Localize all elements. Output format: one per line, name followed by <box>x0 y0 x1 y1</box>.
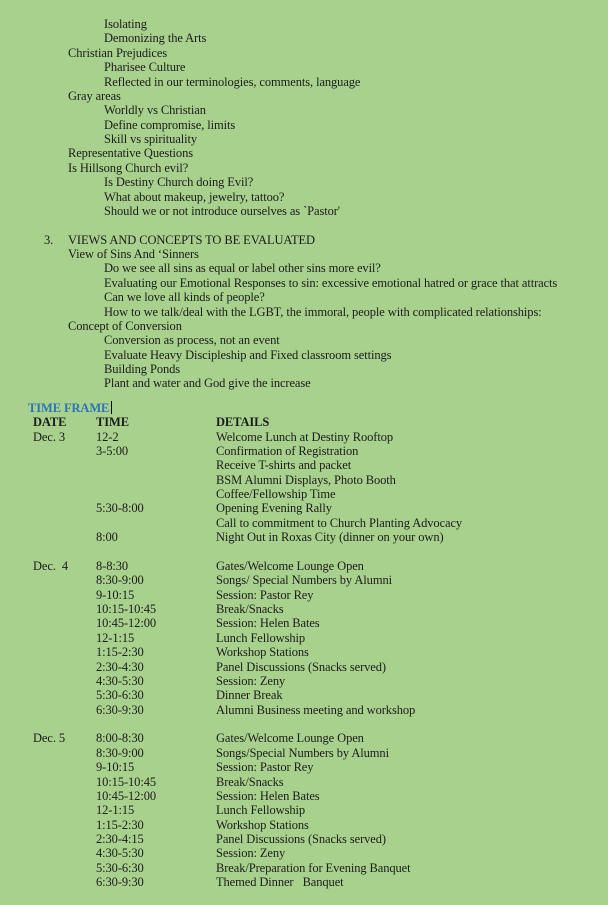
schedule-cell-date <box>33 832 96 846</box>
schedule-cell-time <box>96 458 216 472</box>
time-frame-heading: TIME FRAME <box>28 400 110 415</box>
schedule-cell-date <box>33 588 96 602</box>
schedule-row <box>33 645 608 659</box>
schedule-row <box>33 688 608 702</box>
schedule-cell-time: 9-10:15 <box>96 760 135 775</box>
schedule-cell-details: Gates/Welcome Lounge Open <box>216 731 364 746</box>
schedule-row <box>33 803 608 817</box>
schedule-cell-details: Session: Pastor Rey <box>216 587 314 602</box>
schedule-row <box>33 775 608 789</box>
schedule-cell-time: 1:15-2:30 <box>96 817 144 832</box>
outline-item: Pharisee Culture <box>104 60 186 75</box>
schedule-cell-time: 1:15-2:30 <box>96 645 144 660</box>
schedule-cell-date <box>33 487 96 501</box>
outline-item: View of Sins And ‘Sinners <box>68 247 199 261</box>
outline-item: Is Destiny Church doing Evil? <box>104 175 254 190</box>
schedule-cell-time: 10:45-12:00 <box>96 788 157 803</box>
schedule-group-spacer <box>0 717 608 731</box>
schedule-cell-time <box>96 473 216 487</box>
outline-item: Concept of Conversion <box>68 318 182 333</box>
schedule-cell-date: Dec. 4 <box>33 558 69 573</box>
schedule-cell-date <box>33 501 96 515</box>
schedule-cell-time: 5:30-6:30 <box>96 688 144 703</box>
schedule-cell-time: 5:30-8:00 <box>96 501 144 516</box>
schedule-cell-time: 4:30-5:30 <box>96 846 144 861</box>
schedule-row <box>33 660 608 674</box>
schedule-cell-date <box>33 645 96 659</box>
schedule-group-spacer <box>0 545 608 559</box>
schedule-cell-time: 8:30-9:00 <box>96 745 144 760</box>
schedule-cell-details: Session: Helen Bates <box>216 788 320 803</box>
outline-item: Christian Prejudices <box>68 45 168 60</box>
schedule-row <box>33 631 608 645</box>
schedule-cell-details: Session: Zeny <box>216 673 286 688</box>
list-number: 3. <box>44 232 54 247</box>
schedule-cell-details: Panel Discussions (Snacks served) <box>216 659 386 674</box>
schedule-row <box>33 487 608 501</box>
schedule-row <box>33 588 608 602</box>
schedule-cell-time: 5:30-6:30 <box>96 860 144 875</box>
schedule-cell-date <box>33 803 96 817</box>
schedule-cell-date <box>33 473 96 487</box>
schedule-cell-details: Dinner Break <box>216 688 283 703</box>
schedule-cell-date <box>33 631 96 645</box>
outline-item: Worldly vs Christian <box>104 103 206 118</box>
schedule-cell-details: Night Out in Roxas City (dinner on your own) <box>216 530 444 545</box>
schedule-row <box>33 430 608 444</box>
schedule-row <box>33 530 608 544</box>
outline-item: Demonizing the Arts <box>104 31 207 46</box>
schedule-cell-details: Coffee/Fellowship Time <box>216 487 336 501</box>
outline-item: Gray areas <box>68 88 121 103</box>
schedule-cell-time: 6:30-9:30 <box>96 702 144 717</box>
schedule-cell-time: 3-5:00 <box>96 443 129 458</box>
schedule-cell-details: Break/Snacks <box>216 774 284 789</box>
outline-item: Should we or not introduce ourselves as `Pastor' <box>104 203 340 218</box>
outline-item: Define compromise, limits <box>104 117 236 132</box>
schedule-row <box>33 674 608 688</box>
schedule-header-row <box>33 415 608 429</box>
schedule-cell-details: Panel Discussions (Snacks served) <box>216 832 386 846</box>
schedule-row <box>33 444 608 458</box>
outline-section-3 <box>0 247 608 391</box>
outline-item: What about makeup, jewelry, tattoo? <box>104 189 285 204</box>
schedule-cell-time: 12-1:15 <box>96 803 135 818</box>
schedule-row <box>33 731 608 745</box>
schedule-cell-details: Alumni Business meeting and workshop <box>216 702 416 717</box>
outline-item: Plant and water and God give the increase <box>104 376 311 391</box>
schedule-cell-details: Session: Zeny <box>216 846 286 861</box>
outline-item: Is Hillsong Church evil? <box>68 160 189 175</box>
outline-item: Representative Questions <box>68 146 193 161</box>
schedule-row <box>33 703 608 717</box>
schedule-cell-details: Break/Preparation for Evening Banquet <box>216 860 411 875</box>
schedule-cell-date <box>33 875 96 889</box>
outline-section-top <box>0 17 608 218</box>
schedule-cell-date <box>33 530 96 544</box>
schedule-cell-time <box>96 487 216 501</box>
schedule-row <box>33 559 608 573</box>
schedule-cell-time: 8:30-9:00 <box>96 573 144 588</box>
schedule-cell-date <box>33 846 96 860</box>
schedule-row <box>33 516 608 530</box>
schedule-cell-details: Songs/ Special Numbers by Alumni <box>216 573 392 588</box>
schedule-cell-date <box>33 674 96 688</box>
schedule-row <box>33 602 608 616</box>
schedule-row <box>33 760 608 774</box>
schedule-row <box>33 789 608 803</box>
schedule-row <box>33 832 608 846</box>
schedule-cell-date <box>33 746 96 760</box>
outline-item: Conversion as process, not an event <box>104 333 280 348</box>
time-frame-heading-line <box>0 401 608 415</box>
schedule-cell-date <box>33 703 96 717</box>
outline-item: Can we love all kinds of people? <box>104 290 265 305</box>
schedule-cell-time: 10:15-10:45 <box>96 774 157 789</box>
schedule-cell-details: Receive T-shirts and packet <box>216 458 352 473</box>
schedule-row <box>33 875 608 889</box>
schedule-cell-date <box>33 573 96 587</box>
schedule-cell-time: 4:30-5:30 <box>96 673 144 688</box>
schedule-cell-time: 12-2 <box>96 429 119 444</box>
schedule-row <box>33 818 608 832</box>
schedule-cell-time: 8:00-8:30 <box>96 731 144 746</box>
schedule-cell-date <box>33 861 96 875</box>
schedule-cell-time <box>96 516 216 530</box>
schedule-cell-details: Session: Helen Bates <box>216 616 320 631</box>
schedule-cell-date <box>33 789 96 803</box>
text-cursor <box>111 401 112 414</box>
schedule-cell-date <box>33 775 96 789</box>
schedule-cell-date: Dec. 5 <box>33 731 66 746</box>
column-header-time: TIME <box>96 415 129 430</box>
schedule-cell-details: Themed Dinner Banquet <box>216 875 344 890</box>
column-header-details: DETAILS <box>216 415 270 430</box>
schedule-cell-date <box>33 660 96 674</box>
schedule-cell-details: Welcome Lunch at Destiny Rooftop <box>216 429 394 444</box>
column-header-date: DATE <box>33 415 67 430</box>
paragraph-gap <box>0 391 608 401</box>
schedule-cell-time: 10:45-12:00 <box>96 616 157 631</box>
outline-item: Reflected in our terminologies, comments, language <box>104 74 361 89</box>
schedule-row <box>33 861 608 875</box>
schedule-row <box>33 746 608 760</box>
schedule-cell-date <box>33 444 96 458</box>
schedule-cell-time: 2:30-4:30 <box>96 659 144 674</box>
schedule-cell-details: Session: Pastor Rey <box>216 760 314 775</box>
schedule-cell-date <box>33 616 96 630</box>
schedule-cell-date <box>33 760 96 774</box>
outline-item: Evaluating our Emotional Responses to sin: excessive emotional hatred or grace that attracts <box>104 275 558 290</box>
schedule-cell-time: 12-1:15 <box>96 630 135 645</box>
schedule-cell-details: Songs/Special Numbers by Alumni <box>216 745 389 760</box>
schedule-cell-details: Lunch Fellowship <box>216 803 306 818</box>
numbered-heading <box>0 233 608 247</box>
schedule-cell-time: 9-10:15 <box>96 587 135 602</box>
schedule-cell-time: 6:30-9:30 <box>96 875 144 890</box>
outline-item: Skill vs spirituality <box>104 132 198 146</box>
schedule-row <box>33 846 608 860</box>
schedule-cell-details: Lunch Fellowship <box>216 630 306 645</box>
schedule-cell-details: Workshop Stations <box>216 817 309 832</box>
schedule-cell-time: 10:15-10:45 <box>96 602 157 616</box>
schedule-cell-date <box>33 818 96 832</box>
schedule-cell-details: Gates/Welcome Lounge Open <box>216 558 364 573</box>
schedule-cell-date <box>33 516 96 530</box>
schedule-cell-date <box>33 602 96 616</box>
schedule-row <box>33 473 608 487</box>
blank-line <box>0 218 608 232</box>
outline-item: Evaluate Heavy Discipleship and Fixed classroom settings <box>104 347 392 362</box>
schedule-cell-details: Confirmation of Registration <box>216 443 359 458</box>
numbered-heading-text: VIEWS AND CONCEPTS TO BE EVALUATED <box>68 232 315 247</box>
outline-item: Do we see all sins as equal or label other sins more evil? <box>104 261 381 276</box>
schedule-cell-details: Break/Snacks <box>216 602 284 616</box>
schedule-cell-date <box>33 458 96 472</box>
schedule-cell-time: 2:30-4:15 <box>96 832 144 846</box>
schedule-cell-details: Workshop Stations <box>216 645 309 660</box>
schedule-row <box>33 616 608 630</box>
schedule-row <box>33 458 608 472</box>
schedule-cell-time: 8:00 <box>96 530 118 545</box>
schedule-cell-date: Dec. 3 <box>33 429 66 444</box>
schedule-cell-date <box>33 688 96 702</box>
schedule-row <box>33 573 608 587</box>
schedule-body <box>0 430 608 890</box>
schedule-cell-time: 8-8:30 <box>96 558 129 573</box>
outline-item: How to we talk/deal with the LGBT, the immoral, people with complicated relationships: <box>104 304 542 319</box>
schedule-row <box>33 501 608 515</box>
schedule-cell-details: Call to commitment to Church Planting Advocacy <box>216 515 463 530</box>
outline-item: Isolating <box>104 17 147 31</box>
schedule-cell-details: Opening Evening Rally <box>216 501 332 516</box>
outline-item: Building Ponds <box>104 362 181 376</box>
schedule-cell-details: BSM Alumni Displays, Photo Booth <box>216 472 396 487</box>
